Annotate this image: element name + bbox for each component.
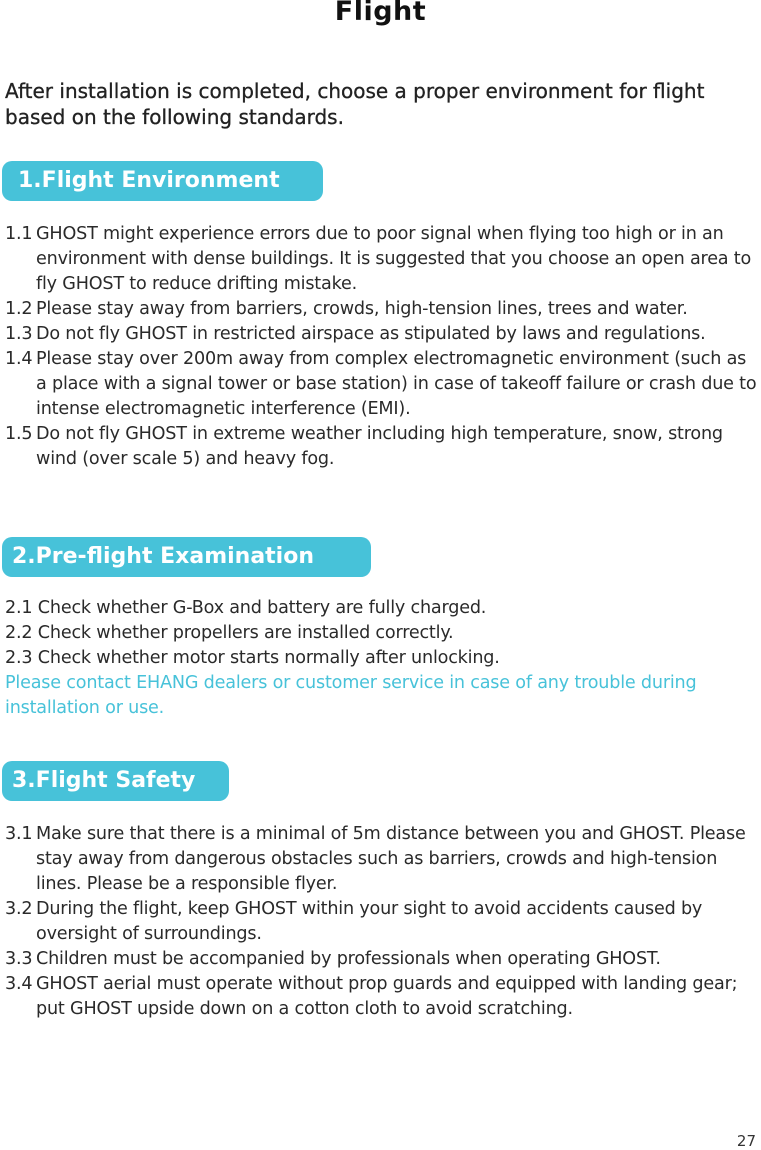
list-item: [5, 596, 761, 621]
list-item: [5, 947, 761, 972]
item-text: Children must be accompanied by professionals when operating GHOST.: [36, 949, 661, 969]
item-text: Make sure that there is a minimal of 5m distance between you and GHOST. Please stay away from dangerous obstacles such as barriers, crowds and high-tension lines. Please be a responsible flyer.: [36, 824, 746, 894]
item-text: Check whether propellers are installed correctly.: [37, 623, 454, 643]
pre-flight-examination-list: [5, 596, 761, 721]
item-number: 3.2: [5, 899, 33, 919]
item-text: GHOST aerial must operate without prop guards and equipped with landing gear; put GHOST upside down on a cotton cloth to avoid scratching.: [36, 974, 738, 1019]
item-number: 3.1: [5, 824, 33, 844]
item-text: Check whether motor starts normally after unlocking.: [37, 648, 500, 668]
item-number: 1.5: [5, 424, 33, 444]
item-number: 1.4: [5, 349, 33, 369]
item-number: 2.2: [5, 623, 33, 643]
item-text: Please stay over 200m away from complex electromagnetic environment (such as a place with a signal tower or base station) in case of takeoff failure or crash due to intense electromagnetic interference (EMI).: [36, 349, 757, 419]
list-item: [5, 897, 761, 947]
item-number: 3.4: [5, 974, 33, 994]
list-item: [5, 646, 761, 671]
list-item: [5, 297, 761, 322]
item-text: GHOST might experience errors due to poor signal when flying too high or in an environment with dense buildings. It is suggested that you choose an open area to fly GHOST to reduce drifting mistake.: [36, 224, 752, 294]
list-item: [5, 222, 761, 297]
item-number: 1.1: [5, 224, 33, 244]
flight-safety-list: [5, 822, 761, 1022]
page-number: 27: [736, 1132, 756, 1150]
item-text: Please stay away from barriers, crowds, high-tension lines, trees and water.: [36, 299, 688, 319]
list-item: [5, 422, 761, 472]
list-item: [5, 347, 761, 422]
list-item: [5, 972, 761, 1022]
flight-environment-list: [5, 222, 761, 472]
list-item: [5, 822, 761, 897]
item-number: 2.3: [5, 648, 33, 668]
intro-paragraph: After installation is completed, choose a proper environment for flight based on the following standards.: [5, 79, 705, 129]
section-heading-pre-flight-examination: 2.Pre-flight Examination: [2, 537, 371, 577]
item-text: Check whether G-Box and battery are fully charged.: [37, 598, 487, 618]
item-number: 1.3: [5, 324, 33, 344]
item-text: Do not fly GHOST in restricted airspace as stipulated by laws and regulations.: [36, 324, 706, 344]
item-text: During the flight, keep GHOST within your sight to avoid accidents caused by oversight of surroundings.: [36, 899, 703, 944]
section-heading-flight-safety: 3.Flight Safety: [2, 761, 229, 801]
contact-note: Please contact EHANG dealers or customer service in case of any trouble during installation or use.: [5, 673, 697, 718]
item-number: 2.1: [5, 598, 33, 618]
list-item: [5, 621, 761, 646]
item-number: 3.3: [5, 949, 33, 969]
item-number: 1.2: [5, 299, 33, 319]
list-item: [5, 322, 761, 347]
page-title: Flight: [334, 0, 427, 27]
item-text: Do not fly GHOST in extreme weather including high temperature, snow, strong wind (over scale 5) and heavy fog.: [36, 424, 723, 469]
section-heading-flight-environment: 1.Flight Environment: [2, 161, 323, 201]
